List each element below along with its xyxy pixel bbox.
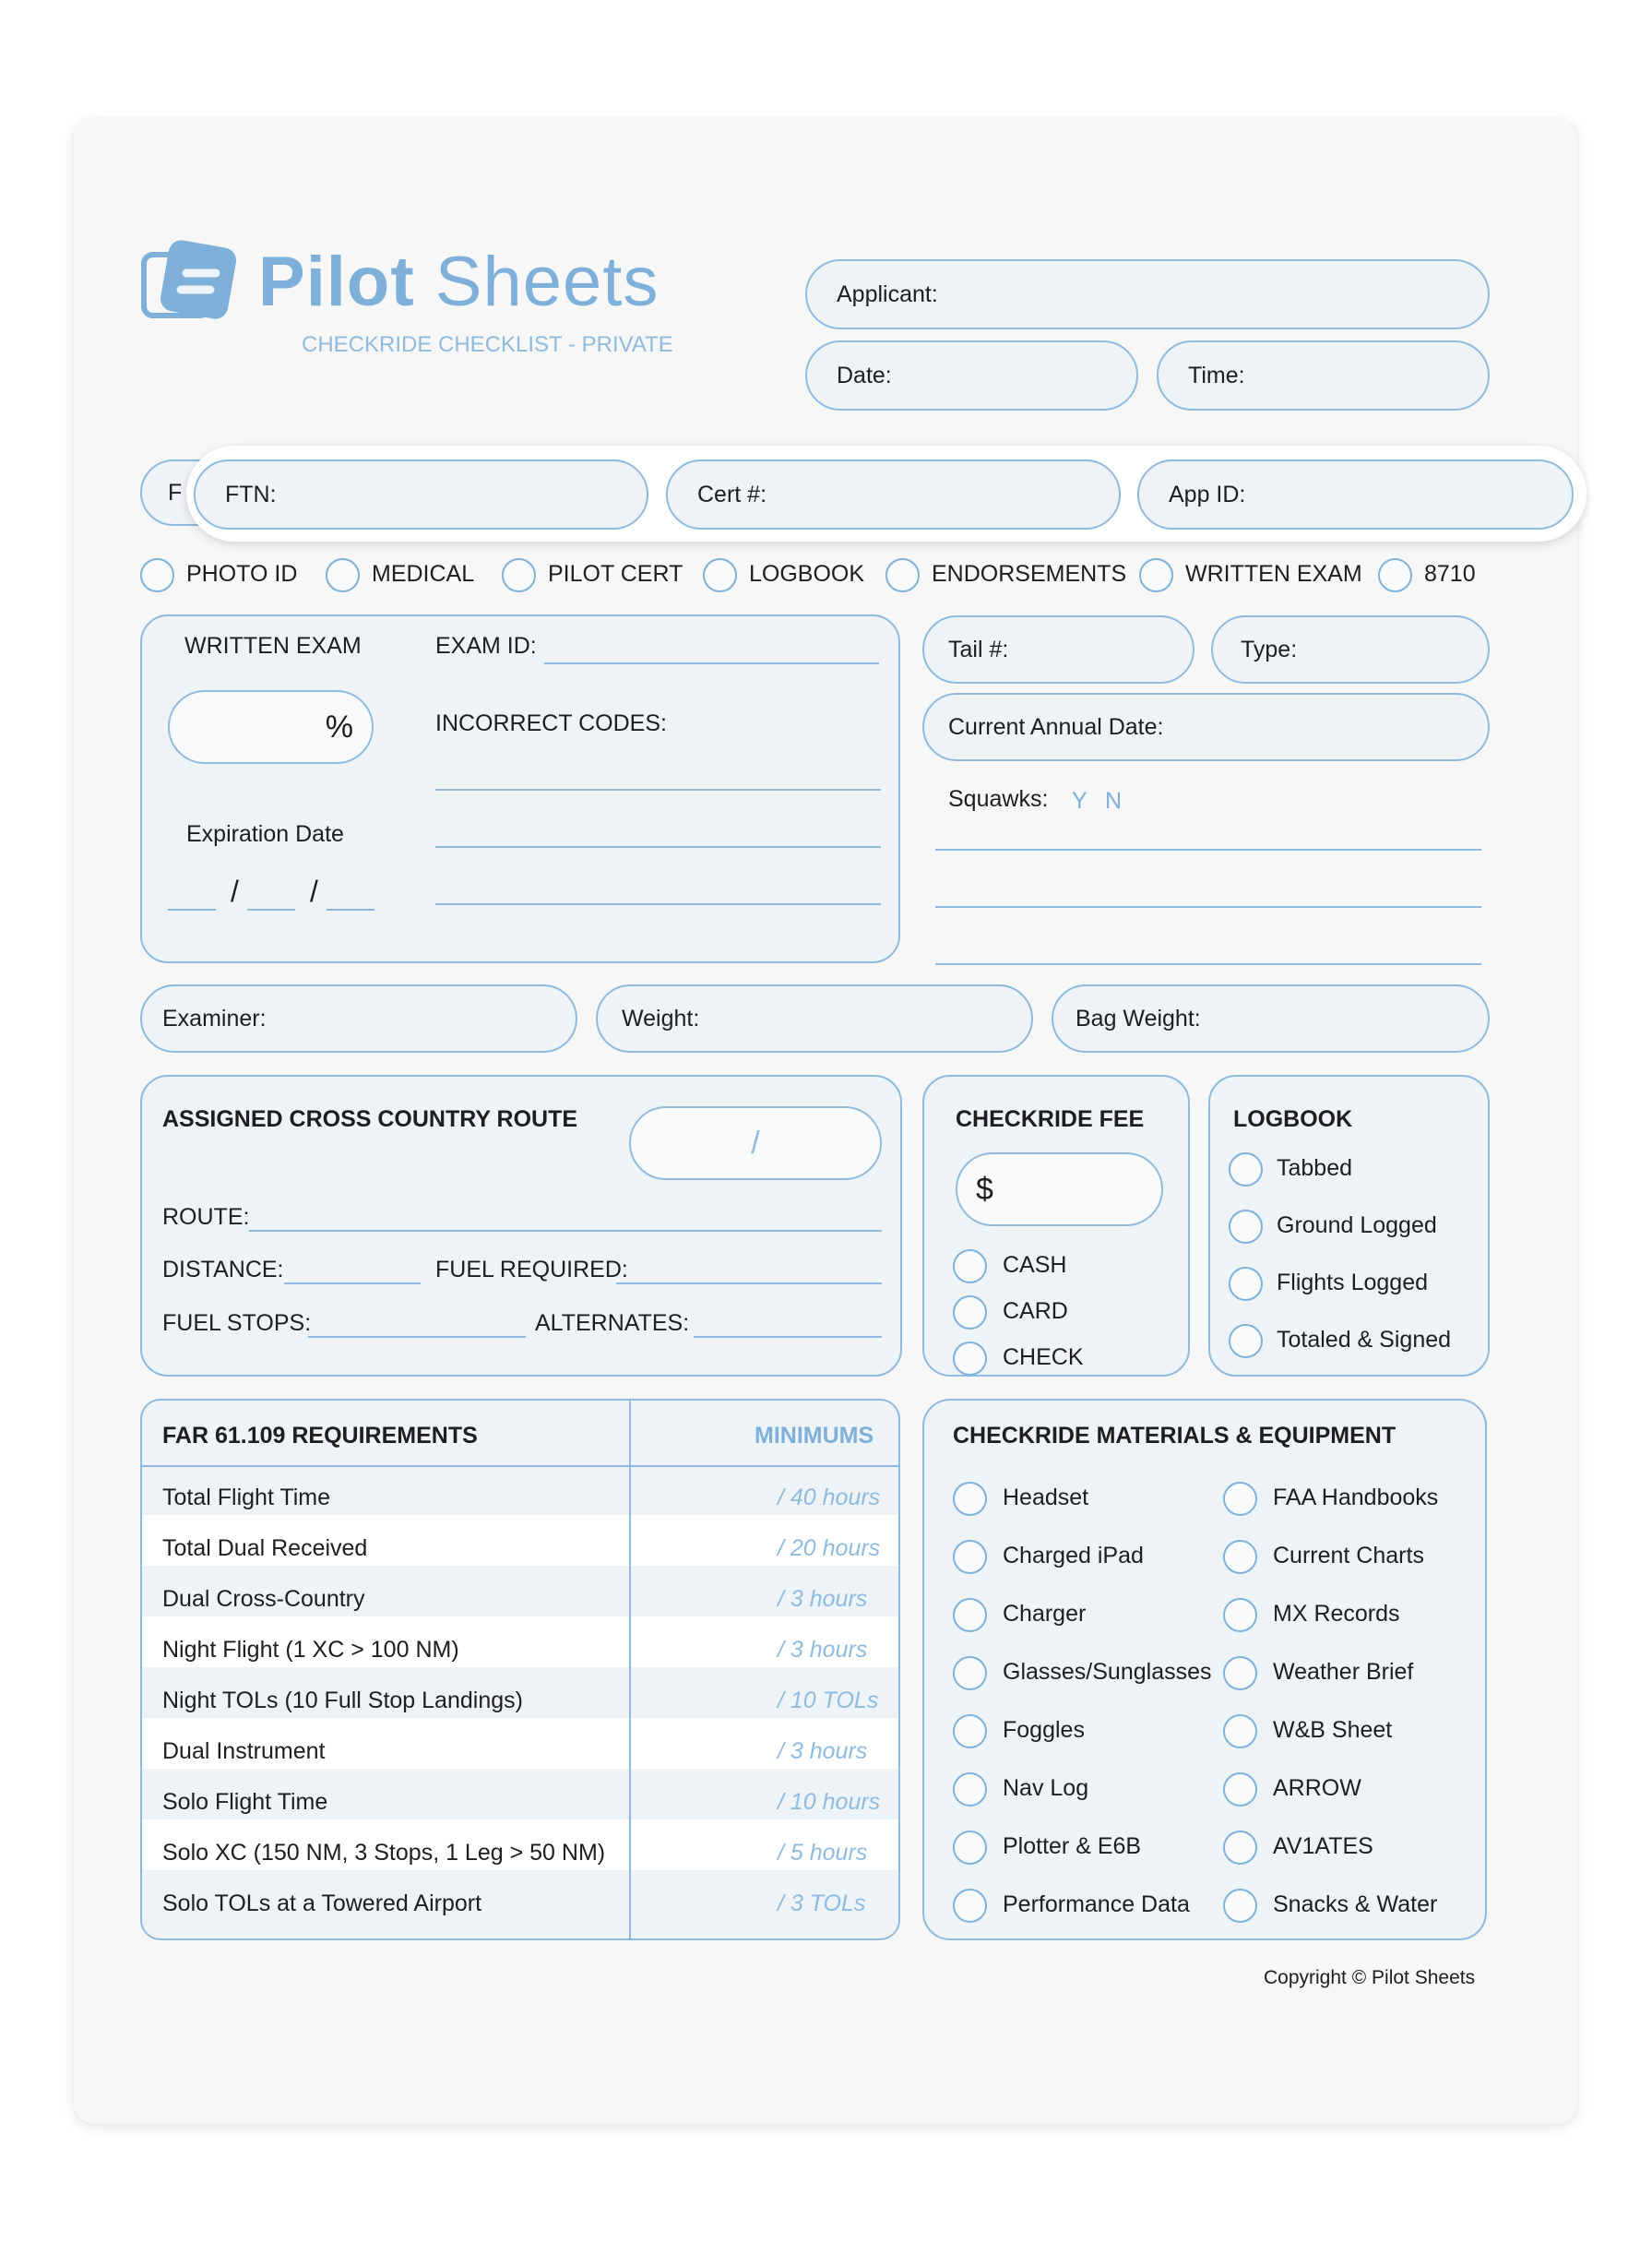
brand-name <box>258 242 659 322</box>
card-radio[interactable] <box>953 1295 987 1330</box>
document-subtitle: CHECKRIDE CHECKLIST - PRIVATE <box>302 332 673 357</box>
aircraft-type-label: Type: <box>1241 636 1298 662</box>
far-row-2-label: Total Dual Received <box>162 1535 368 1561</box>
far-row-1-label: Total Flight Time <box>162 1485 331 1510</box>
tabbed-label: Tabbed <box>1277 1155 1353 1181</box>
far-row-9-min: / 3 TOLs <box>778 1890 866 1916</box>
totaled-signed-checkbox[interactable] <box>1229 1324 1263 1358</box>
pilot-cert-checkbox[interactable] <box>502 558 536 592</box>
far-header-divider <box>142 1465 898 1467</box>
plotter-e6b-label: Plotter & E6B <box>1003 1833 1142 1859</box>
card-label: CARD <box>1003 1298 1068 1324</box>
av1ates-label: AV1ATES <box>1273 1833 1373 1859</box>
faa-handbooks-checkbox[interactable] <box>1223 1482 1257 1516</box>
cash-label: CASH <box>1003 1252 1067 1278</box>
glasses-label: Glasses/Sunglasses <box>1003 1659 1212 1685</box>
nav-log-checkbox[interactable] <box>953 1772 987 1807</box>
charger-label: Charger <box>1003 1601 1087 1627</box>
ground-logged-label: Ground Logged <box>1277 1212 1437 1238</box>
expiration-slash-2: / <box>310 875 318 908</box>
expiration-slash-1: / <box>231 875 239 908</box>
far-row-1-min: / 40 hours <box>778 1485 881 1510</box>
date-label: Date: <box>837 362 892 388</box>
ftn-field[interactable] <box>194 459 648 530</box>
applicant-field[interactable] <box>805 259 1490 329</box>
cross-country-title: ASSIGNED CROSS COUNTRY ROUTE <box>162 1106 578 1132</box>
percent-sign: % <box>325 709 353 745</box>
weather-brief-label: Weather Brief <box>1273 1659 1414 1685</box>
brand-name-part2: Sheets <box>434 243 660 321</box>
squawks-line-1[interactable] <box>935 849 1481 851</box>
dollar-sign: $ <box>976 1171 993 1207</box>
far-row-5-min: / 10 TOLs <box>778 1688 879 1713</box>
far-row-8-label: Solo XC (150 NM, 3 Stops, 1 Leg > 50 NM) <box>162 1840 606 1866</box>
aircraft-type-field[interactable] <box>1211 615 1490 684</box>
route-line[interactable] <box>249 1230 882 1232</box>
foggles-label: Foggles <box>1003 1717 1085 1743</box>
form-8710-label: 8710 <box>1424 561 1476 587</box>
photo-id-label: PHOTO ID <box>186 561 298 587</box>
medical-label: MEDICAL <box>372 561 475 587</box>
ground-logged-checkbox[interactable] <box>1229 1210 1263 1244</box>
incorrect-codes-label: INCORRECT CODES: <box>435 710 667 736</box>
bag-weight-field[interactable] <box>1052 984 1490 1053</box>
check-label: CHECK <box>1003 1344 1084 1370</box>
incorrect-codes-line-2[interactable] <box>435 846 881 848</box>
incorrect-codes-line-3[interactable] <box>435 903 881 905</box>
headset-checkbox[interactable] <box>953 1482 987 1516</box>
alternates-label: ALTERNATES: <box>535 1310 690 1336</box>
nav-log-label: Nav Log <box>1003 1775 1089 1801</box>
av1ates-checkbox[interactable] <box>1223 1831 1257 1865</box>
charged-ipad-label: Charged iPad <box>1003 1543 1144 1568</box>
fuel-required-line[interactable] <box>616 1282 882 1284</box>
far-row-9-label: Solo TOLs at a Towered Airport <box>162 1890 482 1916</box>
bag-weight-label: Bag Weight: <box>1076 1005 1201 1032</box>
checklist-sheet <box>74 118 1577 2124</box>
endorsements-checkbox[interactable] <box>885 558 920 592</box>
tail-number-label: Tail #: <box>948 636 1009 662</box>
squawks-line-3[interactable] <box>935 963 1481 965</box>
squawks-yes-option[interactable]: Y <box>1072 788 1087 814</box>
exam-id-label: EXAM ID: <box>435 633 537 659</box>
current-charts-label: Current Charts <box>1273 1543 1424 1568</box>
check-radio[interactable] <box>953 1342 987 1376</box>
wb-sheet-label: W&B Sheet <box>1273 1717 1393 1743</box>
alternates-line[interactable] <box>694 1336 882 1338</box>
wb-sheet-checkbox[interactable] <box>1223 1714 1257 1748</box>
far-row-8-min: / 5 hours <box>778 1840 868 1866</box>
cert-number-field[interactable] <box>666 459 1121 530</box>
expiration-date-label: Expiration Date <box>186 821 344 847</box>
far-row-4-label: Night Flight (1 XC > 100 NM) <box>162 1637 459 1663</box>
far-row-7-min: / 10 hours <box>778 1789 881 1815</box>
far-row-4-min: / 3 hours <box>778 1637 868 1663</box>
applicant-label: Applicant: <box>837 280 938 307</box>
incorrect-codes-line-1[interactable] <box>435 789 881 791</box>
performance-data-checkbox[interactable] <box>953 1889 987 1923</box>
route-label: ROUTE: <box>162 1204 250 1230</box>
materials-title: CHECKRIDE MATERIALS & EQUIPMENT <box>953 1423 1396 1449</box>
faa-handbooks-label: FAA Handbooks <box>1273 1485 1439 1510</box>
flights-logged-label: Flights Logged <box>1277 1270 1429 1295</box>
medical-checkbox[interactable] <box>326 558 360 592</box>
performance-data-label: Performance Data <box>1003 1891 1190 1917</box>
annual-date-field[interactable] <box>922 693 1490 761</box>
far-row-7-label: Solo Flight Time <box>162 1789 328 1815</box>
route-ratio-slash: / <box>751 1125 760 1161</box>
endorsements-label: ENDORSEMENTS <box>932 561 1127 587</box>
exam-score-field[interactable] <box>168 690 374 764</box>
written-exam-check-label: WRITTEN EXAM <box>1185 561 1362 587</box>
totaled-signed-label: Totaled & Signed <box>1277 1327 1452 1353</box>
squawks-line-2[interactable] <box>935 906 1481 908</box>
distance-label: DISTANCE: <box>162 1257 284 1282</box>
copyright-text: Copyright © Pilot Sheets <box>1264 1967 1476 1988</box>
hidden-field-label: F <box>168 479 183 506</box>
arrow-label: ARROW <box>1273 1775 1361 1801</box>
charged-ipad-checkbox[interactable] <box>953 1540 987 1574</box>
tabbed-checkbox[interactable] <box>1229 1152 1263 1187</box>
annual-date-label: Current Annual Date: <box>948 713 1164 740</box>
cert-number-label: Cert #: <box>697 481 767 507</box>
weather-brief-checkbox[interactable] <box>1223 1656 1257 1690</box>
far-row-6-label: Dual Instrument <box>162 1738 326 1764</box>
photo-id-checkbox[interactable] <box>140 558 174 592</box>
flights-logged-checkbox[interactable] <box>1229 1267 1263 1301</box>
examiner-field[interactable] <box>140 984 577 1053</box>
distance-line[interactable] <box>284 1282 421 1284</box>
charger-checkbox[interactable] <box>953 1598 987 1632</box>
expiration-month-line[interactable] <box>168 909 216 911</box>
arrow-checkbox[interactable] <box>1223 1772 1257 1807</box>
fuel-stops-label: FUEL STOPS: <box>162 1310 312 1336</box>
far-row-3-min: / 3 hours <box>778 1586 868 1612</box>
squawks-label: Squawks: <box>948 786 1049 812</box>
form-8710-checkbox[interactable] <box>1378 558 1412 592</box>
mx-records-checkbox[interactable] <box>1223 1598 1257 1632</box>
app-id-label: App ID: <box>1169 481 1246 507</box>
written-exam-title: WRITTEN EXAM <box>184 633 362 659</box>
expiration-year-line[interactable] <box>327 909 374 911</box>
mx-records-label: MX Records <box>1273 1601 1400 1627</box>
brand-name-part1: Pilot <box>258 243 415 321</box>
cash-radio[interactable] <box>953 1249 987 1283</box>
examiner-label: Examiner: <box>162 1005 267 1032</box>
tail-number-field[interactable] <box>922 615 1194 684</box>
plotter-e6b-checkbox[interactable] <box>953 1831 987 1865</box>
far-title: FAR 61.109 REQUIREMENTS <box>162 1423 478 1449</box>
logbook-check-label: LOGBOOK <box>749 561 865 587</box>
fuel-stops-line[interactable] <box>308 1336 526 1338</box>
document-checks <box>140 555 1505 596</box>
fuel-required-label: FUEL REQUIRED: <box>435 1257 628 1282</box>
date-field[interactable] <box>805 340 1138 411</box>
ftn-label: FTN: <box>225 481 277 507</box>
snacks-water-label: Snacks & Water <box>1273 1891 1438 1917</box>
written-exam-checkbox[interactable] <box>1139 558 1173 592</box>
logbook-checkbox[interactable] <box>703 558 737 592</box>
weight-field[interactable] <box>596 984 1033 1053</box>
far-row-6-min: / 3 hours <box>778 1738 868 1764</box>
foggles-checkbox[interactable] <box>953 1714 987 1748</box>
exam-id-line[interactable] <box>544 662 879 664</box>
current-charts-checkbox[interactable] <box>1223 1540 1257 1574</box>
expiration-day-line[interactable] <box>247 909 295 911</box>
minimums-header: MINIMUMS <box>755 1423 874 1449</box>
app-id-field[interactable] <box>1137 459 1574 530</box>
far-column-divider <box>629 1401 631 1940</box>
fee-amount-field[interactable] <box>956 1152 1163 1226</box>
weight-label: Weight: <box>622 1005 700 1032</box>
time-field[interactable] <box>1157 340 1490 411</box>
logbook-title: LOGBOOK <box>1233 1106 1353 1132</box>
pilot-cert-label: PILOT CERT <box>548 561 683 587</box>
time-label: Time: <box>1188 362 1245 388</box>
far-row-5-label: Night TOLs (10 Full Stop Landings) <box>162 1688 523 1713</box>
route-ratio-field[interactable] <box>629 1106 882 1180</box>
glasses-checkbox[interactable] <box>953 1656 987 1690</box>
squawks-no-option[interactable]: N <box>1105 788 1123 814</box>
far-row-3-label: Dual Cross-Country <box>162 1586 365 1612</box>
headset-label: Headset <box>1003 1485 1089 1510</box>
snacks-water-checkbox[interactable] <box>1223 1889 1257 1923</box>
logo-icon <box>140 240 242 323</box>
checkride-fee-title: CHECKRIDE FEE <box>956 1106 1145 1132</box>
far-row-2-min: / 20 hours <box>778 1535 881 1561</box>
